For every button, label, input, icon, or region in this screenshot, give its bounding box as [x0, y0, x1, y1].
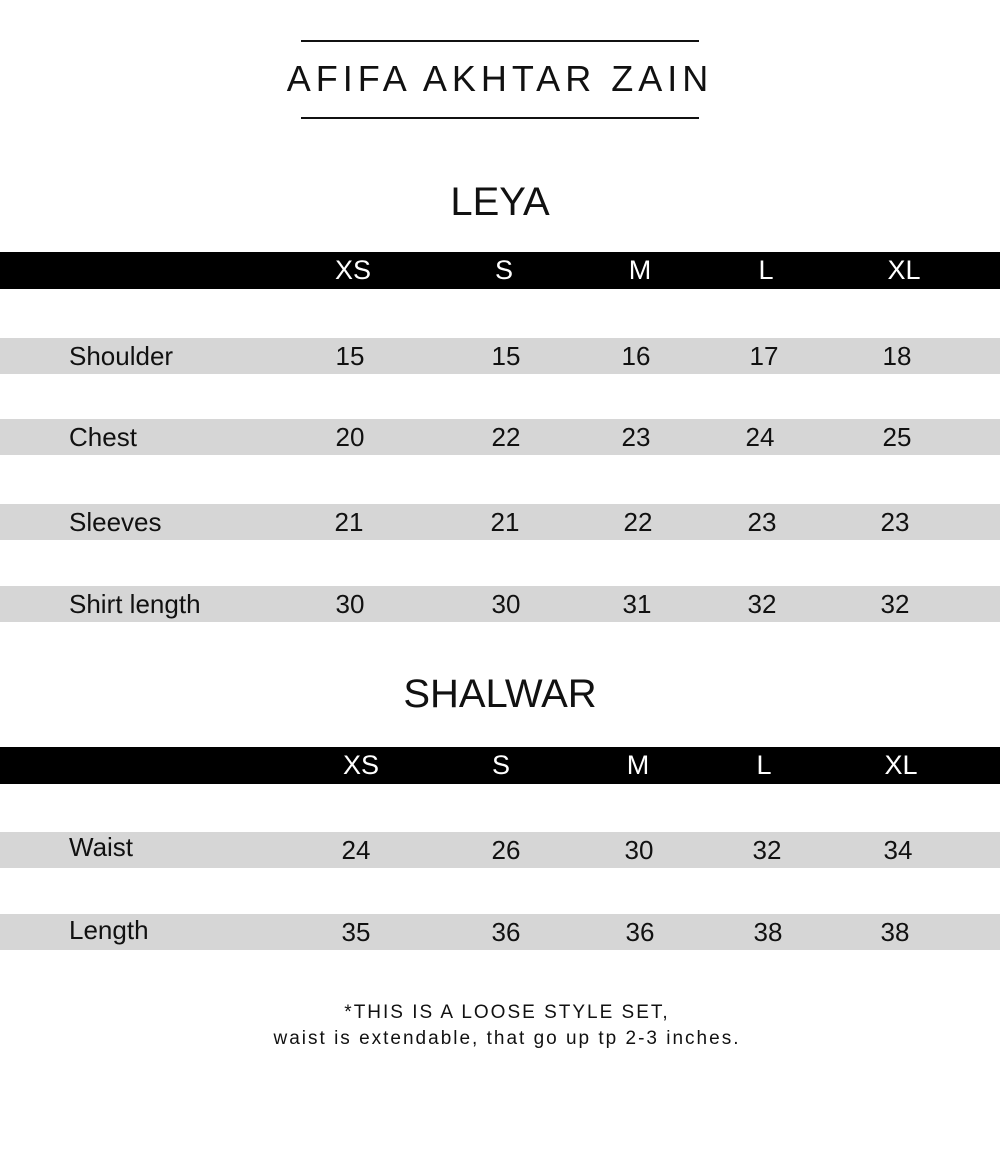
value-m: 31: [622, 589, 652, 619]
value-s: 26: [491, 835, 521, 865]
value-s: 15: [491, 341, 521, 371]
section-title-shalwar: SHALWAR: [403, 672, 597, 716]
brand-top-rule: [301, 40, 699, 42]
size-header-xl: XL: [884, 750, 918, 780]
row-label: Shoulder: [69, 341, 174, 371]
table-row-sleeves: [0, 504, 1000, 540]
row-label: Length: [69, 915, 149, 945]
size-header-l: L: [756, 750, 772, 780]
table-row-length: [0, 914, 1000, 950]
size-header-xs: XS: [334, 255, 372, 285]
value-m: 30: [624, 835, 654, 865]
value-l: 32: [752, 835, 782, 865]
value-m: 36: [625, 917, 655, 947]
footnote-line-2: waist is extendable, that go up tp 2-3 inches.: [273, 1028, 741, 1049]
row-label: Waist: [69, 832, 134, 862]
brand-bottom-rule: [301, 117, 699, 119]
row-label: Shirt length: [69, 589, 201, 619]
value-s: 21: [490, 507, 520, 537]
value-s: 30: [491, 589, 521, 619]
value-m: 23: [621, 422, 651, 452]
value-xs: 35: [341, 917, 371, 947]
size-header-m: M: [628, 255, 652, 285]
size-header-s: S: [494, 255, 513, 285]
value-xl: 34: [883, 835, 913, 865]
size-header-bar-leya: [0, 252, 1000, 289]
value-xs: 21: [334, 507, 364, 537]
value-xl: 38: [880, 917, 910, 947]
table-row-waist: [0, 832, 1000, 868]
value-l: 23: [747, 507, 777, 537]
row-label: Sleeves: [69, 507, 162, 537]
value-l: 38: [753, 917, 783, 947]
value-l: 32: [747, 589, 777, 619]
value-s: 22: [491, 422, 521, 452]
value-m: 16: [621, 341, 651, 371]
size-header-m: M: [626, 750, 650, 780]
brand-name: AFIFA AKHTAR ZAIN: [286, 58, 714, 99]
table-row-chest: [0, 419, 1000, 455]
section-title-leya: LEYA: [450, 180, 550, 224]
size-header-xs: XS: [342, 750, 380, 780]
value-xs: 20: [335, 422, 365, 452]
table-row-shoulder: [0, 338, 1000, 374]
size-header-bar-shalwar: [0, 747, 1000, 784]
value-m: 22: [623, 507, 653, 537]
row-label: Chest: [69, 422, 137, 452]
value-s: 36: [491, 917, 521, 947]
value-xs: 30: [335, 589, 365, 619]
value-l: 17: [749, 341, 779, 371]
footnote-line-1: *THIS IS A LOOSE STYLE SET,: [344, 1002, 670, 1023]
size-header-xl: XL: [887, 255, 921, 285]
value-xs: 24: [341, 835, 371, 865]
value-xs: 15: [335, 341, 365, 371]
size-header-s: S: [491, 750, 510, 780]
value-xl: 18: [882, 341, 912, 371]
table-row-shirt-length: [0, 586, 1000, 622]
value-xl: 32: [880, 589, 910, 619]
value-xl: 25: [882, 422, 912, 452]
size-header-l: L: [758, 255, 774, 285]
value-xl: 23: [880, 507, 910, 537]
value-l: 24: [745, 422, 775, 452]
